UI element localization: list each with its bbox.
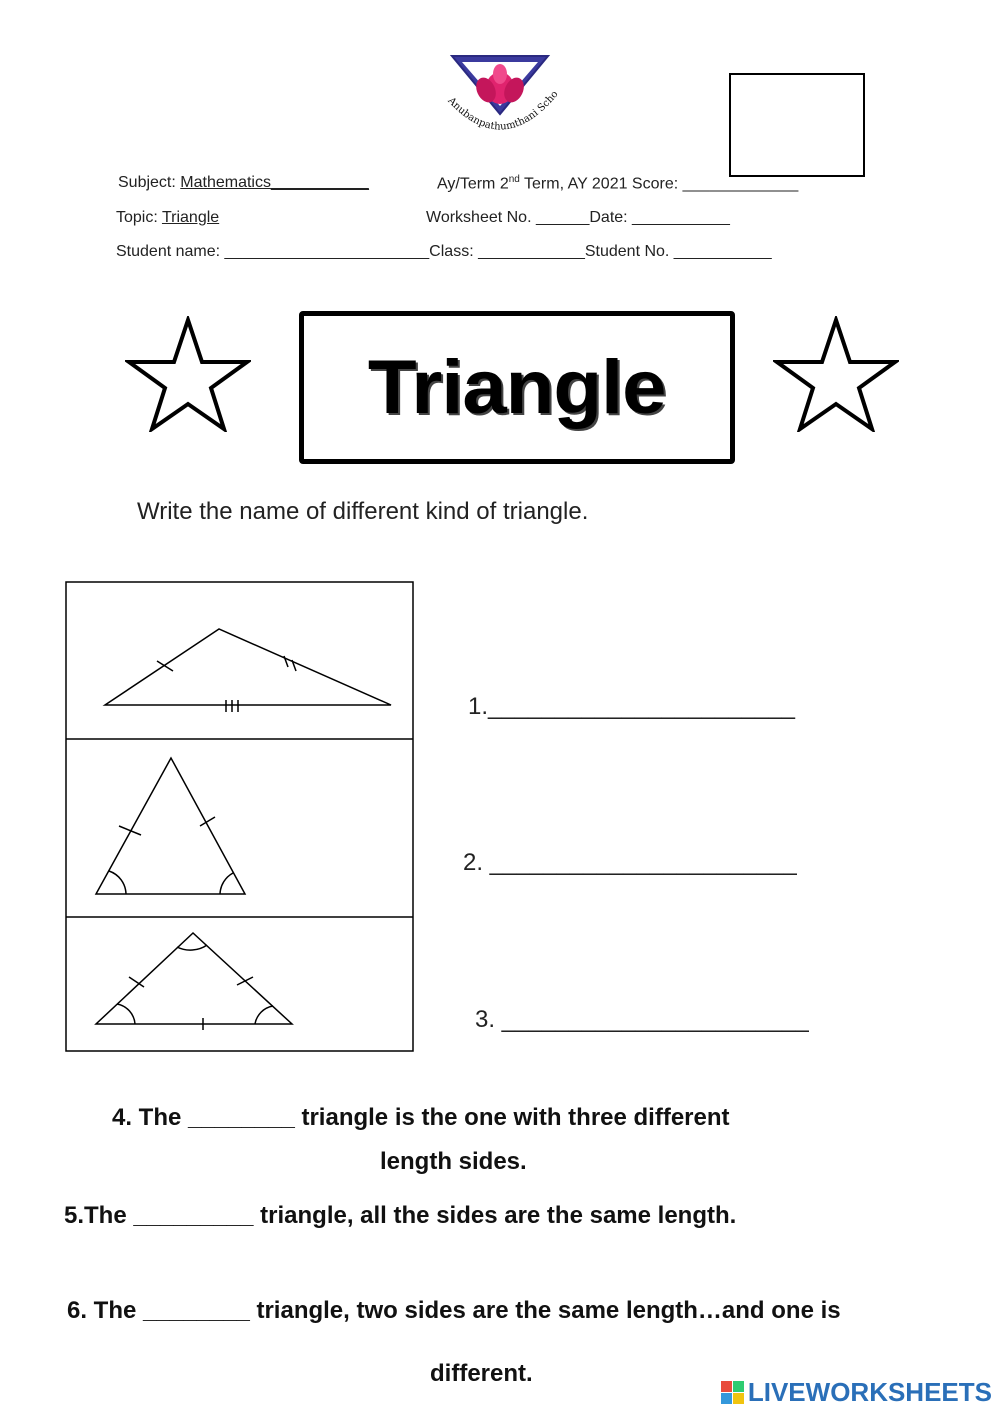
subject-fill: ___________: [270, 174, 369, 191]
star-outline-icon: [125, 316, 251, 432]
topic-line: [116, 209, 219, 227]
question-4-line2: length sides.: [380, 1148, 527, 1175]
subject-line: [118, 174, 369, 192]
term-sup: nd: [508, 174, 520, 185]
answer-line-1[interactable]: 1._______________________: [468, 693, 796, 720]
topic-label: Topic:: [116, 209, 162, 226]
question-4-line1: 4. The ________ triangle is the one with three different: [112, 1104, 730, 1131]
triangle-table: [65, 581, 414, 1052]
topic-value: Triangle: [161, 209, 220, 226]
term-suffix: Term, AY 2021 Score: _____________: [519, 175, 799, 193]
liveworksheets-logo-icon: [721, 1381, 744, 1404]
subject-value: Mathematics: [180, 174, 271, 191]
subject-label: Subject:: [118, 174, 181, 191]
equilateral-triangle-icon: [96, 933, 292, 1030]
answer-line-2[interactable]: 2. _______________________: [463, 849, 797, 876]
question-5: 5.The _________ triangle, all the sides are the same length.: [64, 1202, 737, 1229]
instruction: Write the name of different kind of triangle.: [137, 498, 589, 525]
school-logo: [430, 52, 570, 148]
term-prefix: Ay/Term 2: [437, 175, 509, 193]
title-box: [299, 311, 735, 464]
scalene-triangle-icon: [105, 629, 391, 712]
question-6-line2: different.: [430, 1360, 533, 1387]
page-title: Triangle: [368, 345, 666, 430]
answer-line-3[interactable]: 3. _______________________: [475, 1006, 809, 1033]
isosceles-triangle-icon: [96, 758, 245, 894]
term-line: [437, 174, 798, 193]
worksheet-line: Worksheet No. ______Date: ___________: [426, 209, 730, 226]
star-outline-icon: [773, 316, 899, 432]
brand-name: LIVEWORKSHEETS: [747, 1377, 992, 1407]
school-name: Anubanpathumthani Scho: [445, 88, 561, 133]
liveworksheets-brand[interactable]: [721, 1377, 992, 1408]
score-box: [729, 73, 865, 177]
school-logo-icon: [430, 52, 570, 148]
student-line: Student name: _______________________Class: ____________Student No. ___________: [116, 243, 772, 260]
question-6-line1: 6. The ________ triangle, two sides are the same length…and one is: [67, 1297, 841, 1324]
